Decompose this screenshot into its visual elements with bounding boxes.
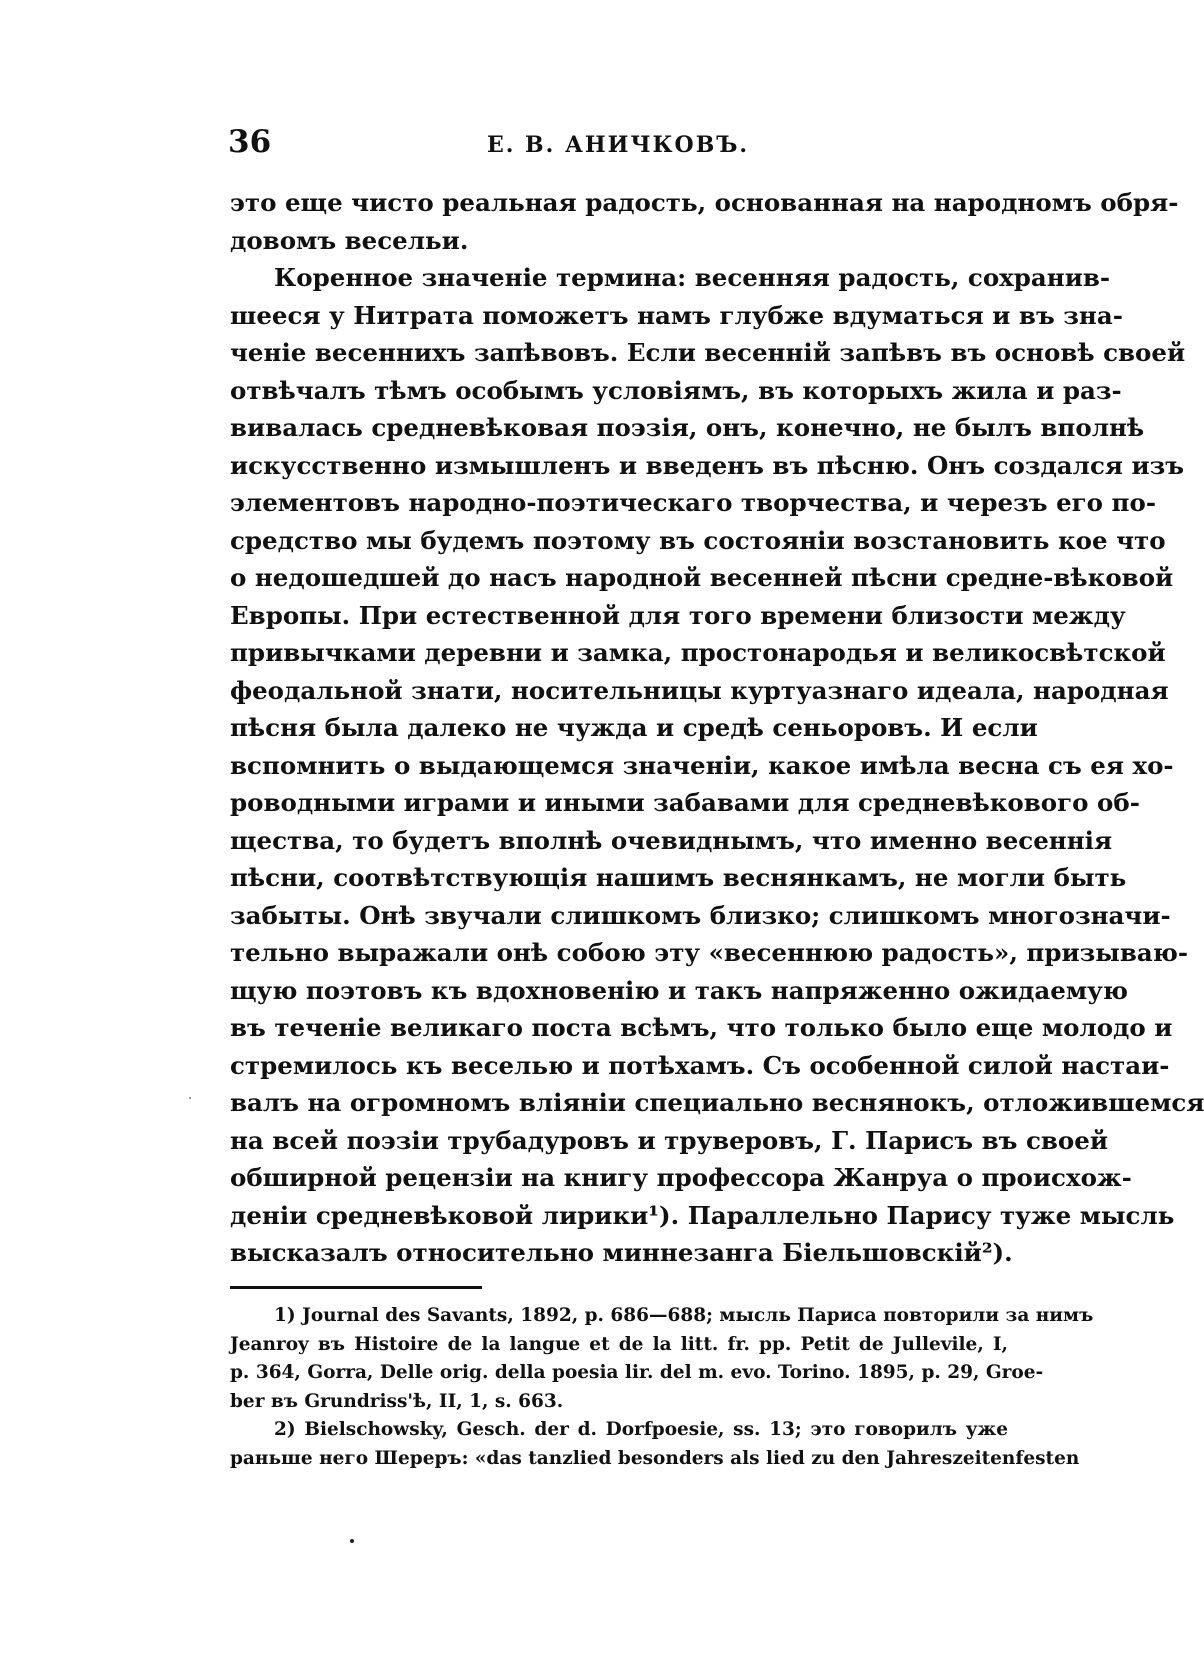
footnote-2-line: раньше него Шереръ: «das tanzlied besonders als lied zu den Jahreszeitenfesten	[230, 1447, 1080, 1469]
text-line: о недошедшей до насъ народной весенней пѣсни средне-вѣковой	[230, 563, 1174, 592]
text-line: отвѣчалъ тѣмъ особымъ условiямъ, въ которыхъ жила и раз-	[230, 375, 1122, 405]
footnote-divider	[230, 1286, 482, 1289]
text-line: забыты. Онѣ звучали слишкомъ близко; слишкомъ многозначи-	[230, 900, 1171, 930]
scan-speck	[350, 1539, 354, 1543]
paragraph-first-line: Коренное значенiе термина: весенняя радость, сохранив-	[274, 263, 1111, 292]
text-line: въ теченiе великаго поста всѣмъ, что только было еще молодо и	[230, 1013, 1173, 1042]
text-line: ченiе весеннихъ запѣвовъ. Если весеннiй запѣвъ въ основѣ своей	[230, 338, 1186, 367]
text-line: стремилось къ веселью и потѣхамъ. Съ особенной силой настаи-	[230, 1050, 1170, 1080]
text-line: шееся у Нитрата поможетъ намъ глубже вдуматься и въ зна-	[230, 300, 1123, 330]
text-line: довомъ весельи.	[230, 225, 469, 255]
page-header	[228, 124, 1008, 164]
text-line: роводными играми и иными забавами для средневѣкового об-	[230, 788, 1140, 817]
text-line: искусственно измышленъ и введенъ въ пѣсню. Онъ создался изъ	[230, 450, 1185, 480]
text-line: это еще чисто реальная радость, основанная на народномъ обря-	[230, 188, 1179, 217]
text-line: Европы. При естественной для того времени близости между	[230, 600, 1126, 630]
text-line: пѣсня была далеко не чужда и средѣ сеньоровъ. И если	[230, 713, 1038, 742]
text-line: щую поэтовъ къ вдохновенiю и такъ напряженно ожидаемую	[230, 975, 1128, 1005]
text-line: феодальной знати, носительницы куртуазнаго идеала, народная	[230, 675, 1169, 705]
text-line: тельно выражали онѣ собою эту «весеннюю радость», призываю-	[230, 938, 1189, 967]
scan-speck	[189, 1097, 191, 1099]
text-line: на всей поэзiи трубадуровъ и труверовъ, Г. Парисъ въ своей	[230, 1125, 1109, 1155]
text-line: средство мы будемъ поэтому въ состоянiи возстановить кое что	[230, 525, 1166, 555]
text-line: вспомнить о выдающемся значенiи, какое имѣла весна съ ея хо-	[230, 750, 1174, 780]
text-line: денiи средневѣковой лирики¹). Параллельно Парису туже мысль	[230, 1200, 1175, 1230]
text-line: щества, то будетъ вполнѣ очевиднымъ, что именно весеннiя	[230, 825, 1113, 855]
text-line: вивалась средневѣковая поэзiя, онъ, конечно, не былъ вполнѣ	[230, 413, 1145, 442]
footnote-1-line: ber въ Grundriss'ѣ, II, 1, s. 663.	[230, 1390, 564, 1412]
text-line: пѣсни, соотвѣтствующiя нашимъ веснянкамъ, не могли быть	[230, 863, 1127, 892]
footnote-1-line: p. 364, Gorra, Delle orig. della poesia lir. del m. evo. Torino. 1895, p. 29, Groe-	[230, 1362, 1044, 1383]
text-line: высказалъ относительно миннезанга Бiельшовскiй²).	[230, 1238, 1013, 1267]
footnote-2-line: 2) Bielschowsky, Gesch. der d. Dorfpoesie, ss. 13; это говорилъ уже	[274, 1419, 1008, 1440]
text-line: элементовъ народно-поэтическаго творчества, и черезъ его по-	[230, 488, 1156, 517]
running-head: Е. В. АНИЧКОВЪ.	[486, 132, 750, 158]
main-text-block	[230, 184, 1204, 1272]
footnote-1-line: 1) Journal des Savants, 1892, p. 686—688; мысль Париса повторили за нимъ	[274, 1305, 1094, 1326]
text-line: обширной рецензiи на книгу профессора Жанруа о происхож-	[230, 1163, 1132, 1192]
footnote-1-line: Jeanroy въ Histoire de la langue et de la litt. fr. pp. Petit de Jullevile, I,	[230, 1333, 1008, 1355]
footnotes-block	[230, 1302, 1094, 1473]
text-line: привычками деревни и замка, простонародья и великосвѣтской	[230, 638, 1166, 667]
page-number: 36	[228, 124, 272, 160]
text-line: валъ на огромномъ влiянiи специально веснянокъ, отложившемся	[230, 1088, 1204, 1117]
